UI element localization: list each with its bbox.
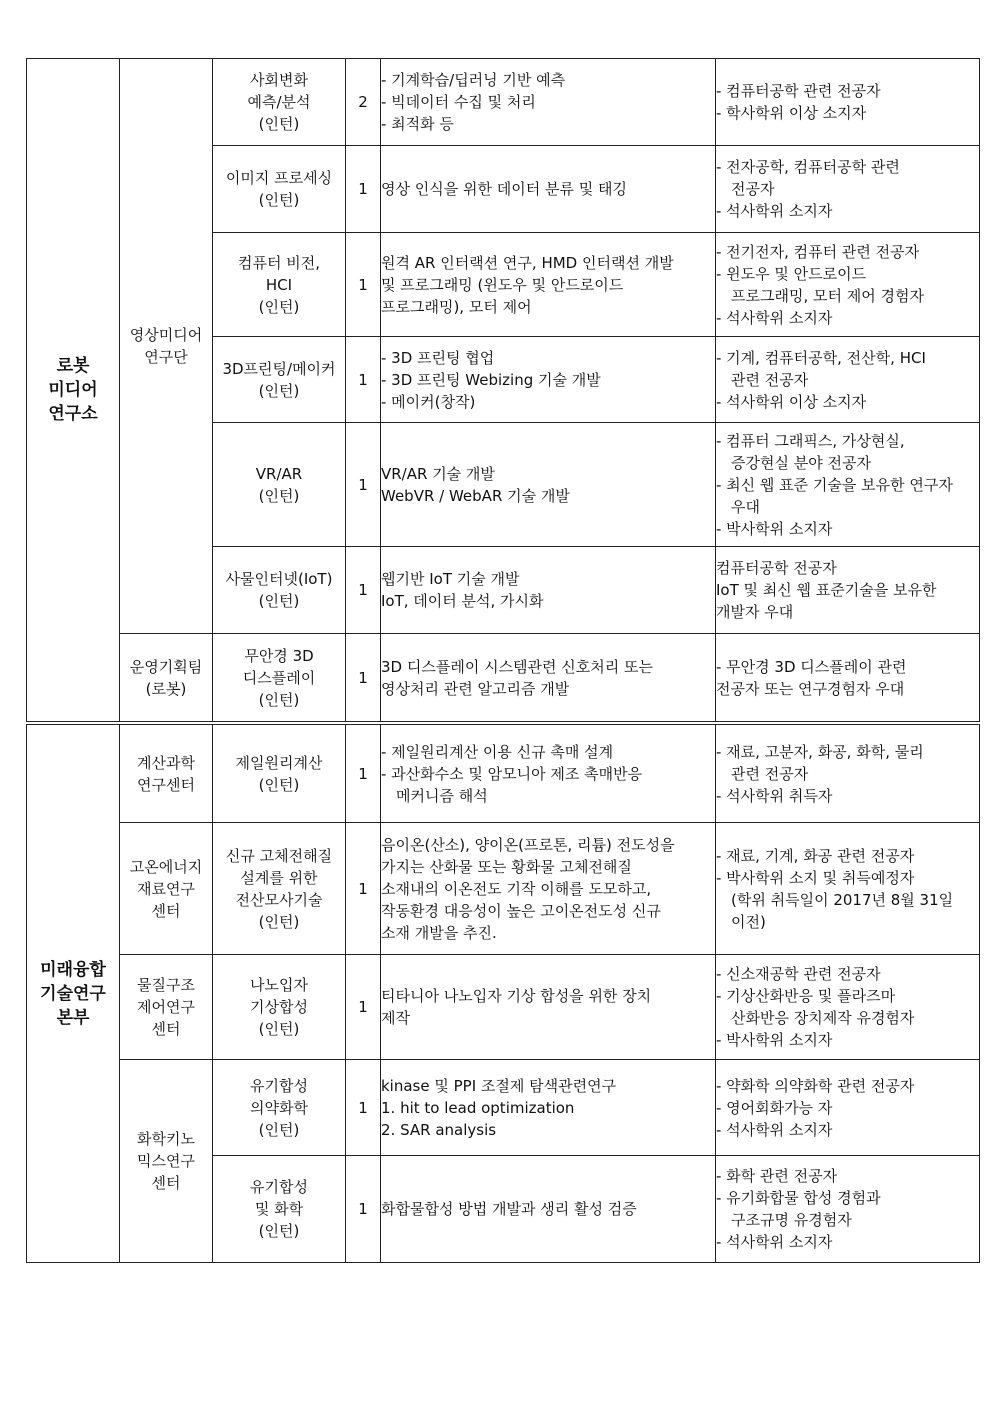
text-line: 원격 AR 인터랙션 연구, HMD 인터랙션 개발 [381,253,674,272]
text-line: - 박사학위 소지자 [716,1031,833,1049]
text-line: 3D 디스플레이 시스템관련 신호처리 또는 [381,657,654,676]
text-line: 영상처리 관련 알고리즘 개발 [381,679,570,698]
field-name-line: 의약화학 [250,1098,308,1117]
department-name-line: 영상미디어 [129,326,203,344]
field-cell [213,634,346,722]
field-name-line: 사물인터넷(IoT) [225,570,333,588]
text-line: 2. SAR analysis [381,1120,497,1139]
table-row [27,823,980,955]
duties-cell [381,725,716,823]
headcount-cell: 1 [346,146,381,233]
field-name-line: 나노입자 [250,976,308,994]
text-line: - 컴퓨터 그래픽스, 가상현실, [716,431,905,450]
qualifications-cell [716,823,980,955]
department-name-line: 운영기획팀 [129,657,203,676]
text-line: 이전) [731,912,766,931]
text-line: (학위 취득일이 2017년 8월 31일 [731,890,954,909]
duties-cell [381,423,716,547]
field-name-line: 이미지 프로세싱 [225,169,333,187]
department-name-line: 계산과학 [137,753,195,772]
field-name-line: 무안경 3D [244,646,314,665]
headcount-cell: 1 [346,955,381,1060]
qualifications-cell [716,146,980,233]
text-line: - 재료, 기계, 화공 관련 전공자 [716,846,915,865]
headcount-cell: 1 [346,725,381,823]
text-line: 우대 [731,497,760,516]
text-line: 전공자 또는 연구경험자 우대 [716,679,905,698]
department-name-line: 센터 [151,1020,181,1038]
institute-cell [27,59,120,722]
field-name-line: (인턴) [258,115,300,133]
duties-cell [381,955,716,1060]
field-cell [213,337,346,423]
duties-cell [381,547,716,634]
qualifications-cell [716,1060,980,1156]
duties-cell [381,634,716,722]
field-name-line: 기상합성 [250,998,308,1016]
text-line: 컴퓨터공학 전공자 [716,559,837,577]
field-name-line: 예측/분석 [247,93,311,111]
text-line: - 3D 프린팅 협업 [381,348,495,367]
department-name-line: 물질구조 [137,976,195,994]
text-line: 소재내의 이온전도 기작 이해를 도모하고, [381,879,652,898]
field-cell [213,725,346,823]
institute-name-line: 기술연구 [40,983,106,1004]
institute-name-line: 연구소 [48,404,98,424]
text-line: 영상 인식을 위한 데이터 분류 및 태깅 [381,180,627,198]
text-line: 관련 전공자 [731,370,809,389]
text-line: 1. hit to lead optimization [381,1098,575,1117]
field-cell [213,823,346,955]
text-line: 증강현실 분야 전공자 [731,453,871,472]
duties-cell [381,823,716,955]
text-line: - 전기전자, 컴퓨터 관련 전공자 [716,242,920,261]
field-cell [213,423,346,547]
field-cell [213,955,346,1060]
duties-cell [381,1156,716,1263]
department-cell [120,634,213,722]
text-line: VR/AR 기술 개발 [381,464,495,483]
field-name-line: 신규 고체전해질 [225,846,333,865]
text-line: IoT 및 최신 웹 표준기술을 보유한 [716,581,937,599]
text-line: - 화학 관련 전공자 [716,1167,838,1185]
text-line: kinase 및 PPI 조절제 탐색관련연구 [381,1076,617,1095]
text-line: - 석사학위 소지자 [716,308,833,327]
field-cell [213,59,346,146]
recruitment-table-robot-media [26,58,980,722]
text-line: 프로그래밍), 모터 제어 [381,297,532,316]
institute-cell [27,725,120,1263]
field-name-line: (인턴) [258,381,300,400]
text-line: 구조규명 유경험자 [731,1211,852,1229]
department-name-line: 제어연구 [137,998,195,1016]
table-row [27,725,980,823]
text-line: 개발자 우대 [716,603,794,621]
field-name-line: 및 화학 [254,1200,304,1218]
department-name-line: 재료연구 [137,879,195,898]
table-row [27,634,980,722]
field-name-line: (인턴) [258,912,300,931]
field-name-line: 3D프린팅/메이커 [222,359,336,378]
text-line: - 박사학위 소지 및 취득예정자 [716,868,915,887]
field-cell [213,1156,346,1263]
text-line: - 기상산화반응 및 플라즈마 [716,987,896,1005]
table-row [27,955,980,1060]
text-line: WebVR / WebAR 기술 개발 [381,486,570,505]
text-line: - 석사학위 소지자 [716,202,833,220]
text-line: - 재료, 고분자, 화공, 화학, 물리 [716,742,924,761]
text-line: - 석사학위 소지자 [716,1233,833,1251]
field-name-line: 사회변화 [250,71,308,89]
department-name-line: (로봇) [145,679,187,698]
department-name-line: 고온에너지 [129,857,203,876]
text-line: - 기계학습/딥러닝 기반 예측 [381,71,566,89]
text-line: 음이온(산소), 양이온(프로톤, 리튬) 전도성을 [381,835,675,854]
headcount-cell: 1 [346,547,381,634]
department-name-line: 센터 [151,1174,181,1192]
text-line: 소재 개발을 추진. [381,923,497,942]
text-line: 화합물합성 방법 개발과 생리 활성 검증 [381,1200,637,1218]
text-line: - 석사학위 소지자 [716,1120,833,1139]
text-line: - 무안경 3D 디스플레이 관련 [716,657,907,676]
department-cell [120,1060,213,1263]
department-cell [120,59,213,634]
text-line: 관련 전공자 [731,764,809,783]
text-line: - 메이커(창작) [381,392,476,411]
field-name-line: 유기합성 [250,1178,308,1196]
institute-name-line: 로봇 [56,356,90,376]
qualifications-cell [716,423,980,547]
text-line: - 약화학 의약화학 관련 전공자 [716,1076,915,1095]
headcount-cell: 2 [346,59,381,146]
qualifications-cell [716,547,980,634]
text-line: - 제일원리계산 이용 신규 촉매 설계 [381,742,614,761]
text-line: - 신소재공학 관련 전공자 [716,965,881,983]
qualifications-cell [716,59,980,146]
table-row [27,1060,980,1156]
field-name-line: 설계를 위한 [240,868,318,887]
text-line: 웹기반 IoT 기술 개발 [381,570,520,588]
department-name-line: 센터 [151,901,181,920]
field-name-line: (인턴) [258,775,300,794]
department-cell [120,955,213,1060]
department-name-line: 연구센터 [137,775,195,794]
field-name-line: 유기합성 [250,1076,308,1095]
table-row [27,59,980,146]
field-name-line: 제일원리계산 [235,753,323,772]
text-line: - 윈도우 및 안드로이드 [716,264,867,283]
text-line: - 과산화수소 및 암모니아 제조 촉매반응 [381,764,643,783]
institute-name-line: 미래융합 [40,959,106,980]
text-line: - 최신 웹 표준 기술을 보유한 연구자 [716,475,953,494]
department-name-line: 연구단 [144,348,188,366]
qualifications-cell [716,725,980,823]
field-name-line: (인턴) [258,1222,300,1240]
field-cell [213,233,346,337]
text-line: - 영어회화가능 자 [716,1098,833,1117]
text-line: - 전자공학, 컴퓨터공학 관련 [716,158,900,176]
text-line: IoT, 데이터 분석, 가시화 [381,592,544,610]
text-line: 및 프로그래밍 (윈도우 및 안드로이드 [381,275,624,294]
text-line: 작동환경 대응성이 높은 고이온전도성 신규 [381,901,661,920]
field-name-line: (인턴) [258,1020,300,1038]
text-line: - 학사학위 이상 소지자 [716,104,867,122]
recruitment-table-future-convergence [26,724,980,1263]
qualifications-cell [716,1156,980,1263]
field-name-line: 컴퓨터 비전, [238,253,320,272]
field-cell [213,1060,346,1156]
headcount-cell: 1 [346,423,381,547]
text-line: - 기계, 컴퓨터공학, 전산학, HCI [716,348,926,367]
field-name-line: VR/AR [255,464,303,483]
text-line: - 석사학위 취득자 [716,786,833,805]
qualifications-cell [716,955,980,1060]
qualifications-cell [716,634,980,722]
field-cell [213,547,346,634]
field-name-line: (인턴) [258,1120,300,1139]
field-name-line: 전산모사기술 [235,890,323,909]
text-line: 제작 [381,1009,410,1027]
text-line: - 석사학위 이상 소지자 [716,392,867,411]
text-line: - 3D 프린팅 Webizing 기술 개발 [381,370,601,389]
department-name-line: 믹스연구 [137,1152,195,1170]
institute-name-line: 본부 [56,1007,90,1028]
text-line: 메커니즘 해석 [396,786,488,805]
text-line: 가지는 산화물 또는 황화물 고체전해질 [381,857,632,876]
department-cell [120,725,213,823]
duties-cell [381,59,716,146]
field-name-line: (인턴) [258,592,300,610]
field-name-line: (인턴) [258,191,300,209]
headcount-cell: 1 [346,1060,381,1156]
headcount-cell: 1 [346,337,381,423]
field-name-line: 디스플레이 [242,668,316,687]
text-line: - 컴퓨터공학 관련 전공자 [716,82,881,100]
duties-cell [381,233,716,337]
headcount-cell: 1 [346,634,381,722]
field-cell [213,146,346,233]
qualifications-cell [716,337,980,423]
field-name-line: (인턴) [258,297,300,316]
text-line: 산화반응 장치제작 유경험자 [731,1009,915,1027]
department-cell [120,823,213,955]
text-line: - 박사학위 소지자 [716,519,833,538]
duties-cell [381,1060,716,1156]
text-line: - 유기화합물 합성 경험과 [716,1189,881,1207]
headcount-cell: 1 [346,1156,381,1263]
institute-name-line: 미디어 [48,380,98,400]
text-line: - 빅데이터 수집 및 처리 [381,93,536,111]
duties-cell [381,337,716,423]
text-line: - 최적화 등 [381,115,454,133]
field-name-line: (인턴) [258,690,300,709]
field-name-line: (인턴) [258,486,300,505]
qualifications-cell [716,233,980,337]
department-name-line: 화학키노 [137,1130,195,1148]
field-name-line: HCI [265,275,293,294]
headcount-cell: 1 [346,823,381,955]
duties-cell [381,146,716,233]
text-line: 티타니아 나노입자 기상 합성을 위한 장치 [381,987,652,1005]
text-line: 전공자 [731,180,775,198]
headcount-cell: 1 [346,233,381,337]
text-line: 프로그래밍, 모터 제어 경험자 [731,286,924,305]
